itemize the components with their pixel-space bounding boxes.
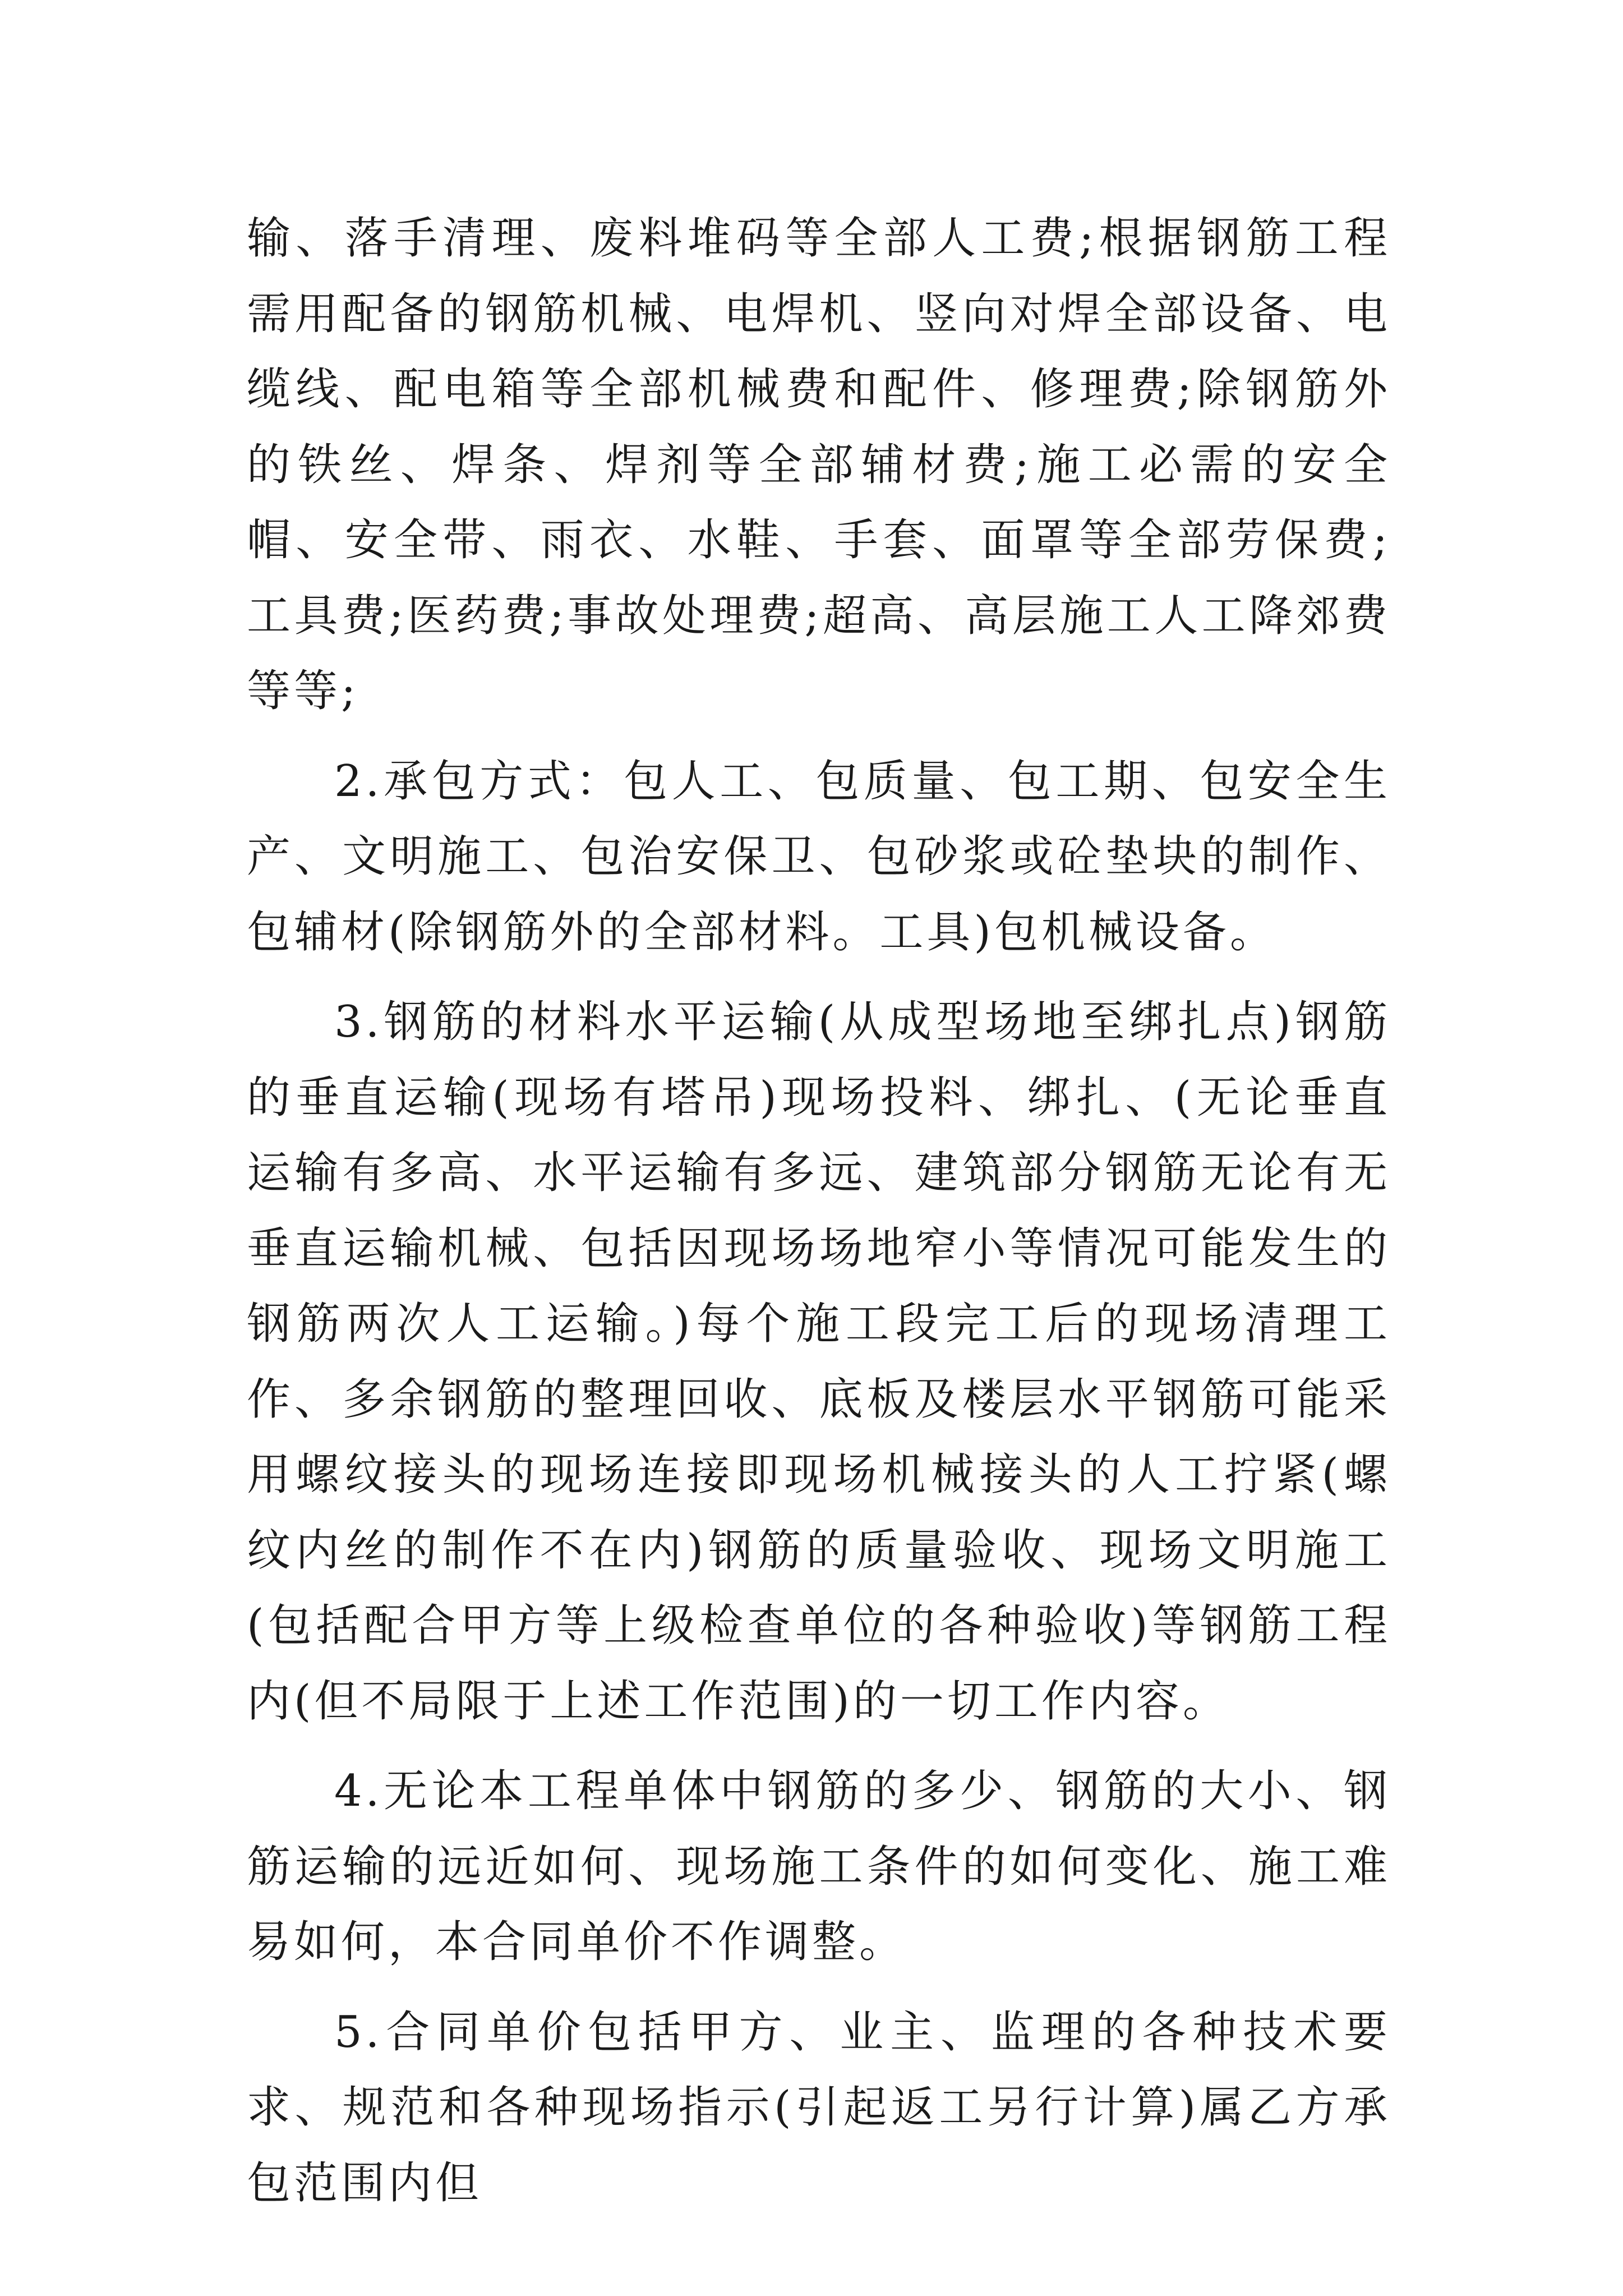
paragraph-2: 2.承包方式：包人工、包质量、包工期、包安全生产、文明施工、包治安保卫、包砂浆或砼垫块的制作、包辅材(除钢筋外的全部材料。工具)包机械设备。: [247, 756, 1391, 958]
paragraph-4: 4.无论本工程单体中钢筋的多少、钢筋的大小、钢筋运输的远近如何、现场施工条件的如何变化、施工难易如何，本合同单价不作调整。: [247, 1766, 1391, 1967]
paragraph-3: 3.钢筋的材料水平运输(从成型场地至绑扎点)钢筋的垂直运输(现场有塔吊)现场投料、绑扎、(无论垂直运输有多高、水平运输有多远、建筑部分钢筋无论有无垂直运输机械、包括因现场场地窄小等情况可能发生的钢筋两次人工运输。)每个施工段完工后的现场清理工作、多余钢筋的整理回收、底板及楼层水平钢筋可能采用螺纹接头的现场连接即现场机械接头的人工拧紧(螺纹内丝的制作不在内)钢筋的质量验收、现场文明施工(包括配合甲方等上级检查单位的各种验收)等钢筋工程内(但不局限于上述工作范围)的一切工作内容。: [247, 997, 1391, 1727]
paragraph-5: 5.合同单价包括甲方、业主、监理的各种技术要求、规范和各种现场指示(引起返工另行计算)属乙方承包范围内但: [247, 2007, 1391, 2208]
paragraph-continued: 输、落手清理、废料堆码等全部人工费;根据钢筋工程需用配备的钢筋机械、电焊机、竖向对焊全部设备、电缆线、配电箱等全部机械费和配件、修理费;除钢筋外的铁丝、焊条、焊剂等全部辅材费;施工必需的安全帽、安全带、雨衣、水鞋、手套、面罩等全部劳保费;工具费;医药费;事故处理费;超高、高层施工人工降郊费等等;: [247, 213, 1391, 716]
document-body: [247, 201, 1391, 2221]
